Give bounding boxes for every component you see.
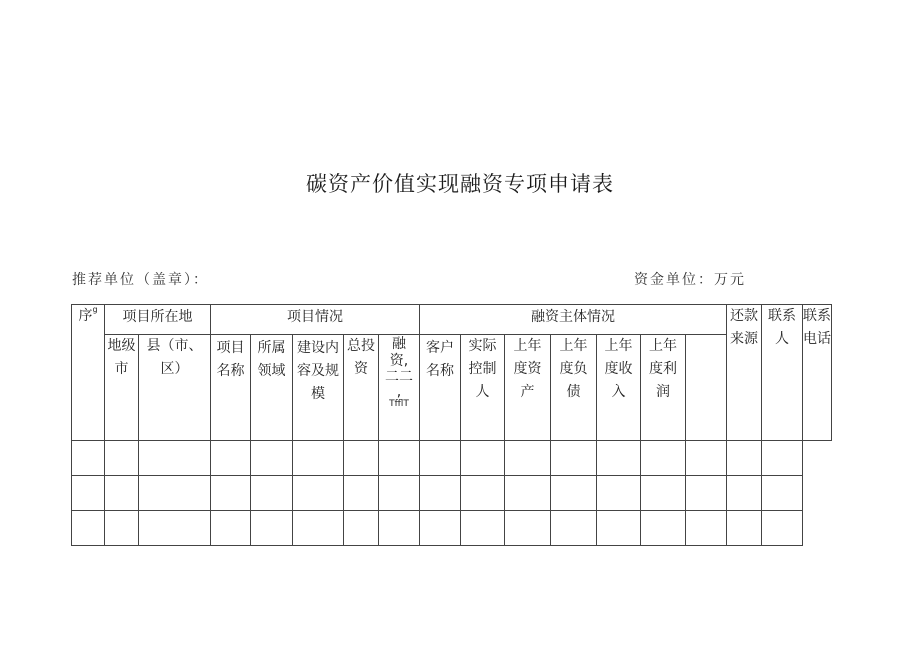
table-cell[interactable]	[139, 511, 211, 546]
table-cell[interactable]	[461, 511, 505, 546]
table-cell[interactable]	[597, 441, 641, 476]
seq-header-cell	[72, 305, 105, 441]
table-body	[72, 441, 832, 546]
table-cell[interactable]	[211, 511, 251, 546]
col-contact: 联系 人	[762, 305, 803, 441]
fund-unit-label: 资金单位：万元	[634, 272, 746, 288]
table-cell[interactable]	[139, 441, 211, 476]
table-cell[interactable]	[72, 511, 105, 546]
table-cell[interactable]	[139, 476, 211, 511]
table-cell[interactable]	[505, 476, 551, 511]
col-phone: 联系 电话	[803, 305, 832, 441]
col-financing: 融 资, 二二 , TfflT	[379, 335, 420, 441]
table-cell[interactable]	[762, 511, 803, 546]
col-field: 所属 领域	[251, 335, 293, 441]
recommend-unit-label: 推荐单位（盖章）：	[72, 272, 209, 288]
table-cell[interactable]	[727, 511, 762, 546]
table-cell[interactable]	[293, 441, 344, 476]
table-cell[interactable]	[597, 476, 641, 511]
col-client-name: 客户 名称	[420, 335, 461, 441]
document-title: 碳资产价值实现融资专项申请表	[306, 172, 614, 196]
table-cell[interactable]	[105, 441, 139, 476]
table-cell[interactable]	[461, 441, 505, 476]
table-cell[interactable]	[762, 441, 803, 476]
table-cell[interactable]	[686, 441, 727, 476]
table-cell[interactable]	[72, 441, 105, 476]
group-location: 项目所在地	[105, 305, 211, 335]
group-entity: 融资主体情况	[420, 305, 727, 335]
table-cell[interactable]	[251, 441, 293, 476]
table-cell[interactable]	[211, 476, 251, 511]
table-cell[interactable]	[251, 476, 293, 511]
table-cell[interactable]	[344, 476, 379, 511]
group-project: 项目情况	[211, 305, 420, 335]
col-city: 地级 市	[105, 335, 139, 441]
table-cell[interactable]	[344, 441, 379, 476]
table-cell[interactable]	[762, 476, 803, 511]
col-project-name: 项目 名称	[211, 335, 251, 441]
table-row	[72, 511, 832, 546]
table-cell[interactable]	[211, 441, 251, 476]
table-cell[interactable]	[105, 511, 139, 546]
table-cell[interactable]	[686, 476, 727, 511]
table-cell[interactable]	[551, 441, 597, 476]
table-row	[72, 441, 832, 476]
table-cell[interactable]	[641, 511, 686, 546]
col-prev-income: 上年 度收 入	[597, 335, 641, 441]
col-actual-controller: 实际 控制 人	[461, 335, 505, 441]
seq-mark: g	[92, 305, 98, 314]
table-cell[interactable]	[420, 441, 461, 476]
table-cell[interactable]	[379, 511, 420, 546]
header-row-groups	[72, 305, 832, 335]
col-total-investment: 总投 资	[344, 335, 379, 441]
table-cell[interactable]	[551, 476, 597, 511]
table-row	[72, 476, 832, 511]
table-cell[interactable]	[293, 476, 344, 511]
table-cell[interactable]	[293, 511, 344, 546]
table-cell[interactable]	[105, 476, 139, 511]
table-cell[interactable]	[686, 511, 727, 546]
table-cell[interactable]	[505, 511, 551, 546]
table-cell[interactable]	[72, 476, 105, 511]
col-prev-profit: 上年 度利 润	[641, 335, 686, 441]
table-cell[interactable]	[420, 476, 461, 511]
table-cell[interactable]	[251, 511, 293, 546]
table-cell[interactable]	[641, 441, 686, 476]
col-repay-source: 还款 来源	[727, 305, 762, 441]
table-cell[interactable]	[641, 476, 686, 511]
col-prev-assets: 上年 度资 产	[505, 335, 551, 441]
table-cell[interactable]	[379, 476, 420, 511]
table-cell[interactable]	[379, 441, 420, 476]
table-cell[interactable]	[505, 441, 551, 476]
table-cell[interactable]	[597, 511, 641, 546]
table-cell[interactable]	[727, 441, 762, 476]
col-content-scale: 建设内 容及规 模	[293, 335, 344, 441]
col-county: 县（市、 区）	[139, 335, 211, 441]
header-row-columns	[72, 335, 832, 441]
table-cell[interactable]	[727, 476, 762, 511]
table-cell[interactable]	[461, 476, 505, 511]
col-prev-liabilities: 上年 度负 债	[551, 335, 597, 441]
table-cell[interactable]	[344, 511, 379, 546]
table-cell[interactable]	[551, 511, 597, 546]
table-cell[interactable]	[420, 511, 461, 546]
seq-header: 序	[78, 308, 93, 324]
application-table	[71, 304, 832, 546]
